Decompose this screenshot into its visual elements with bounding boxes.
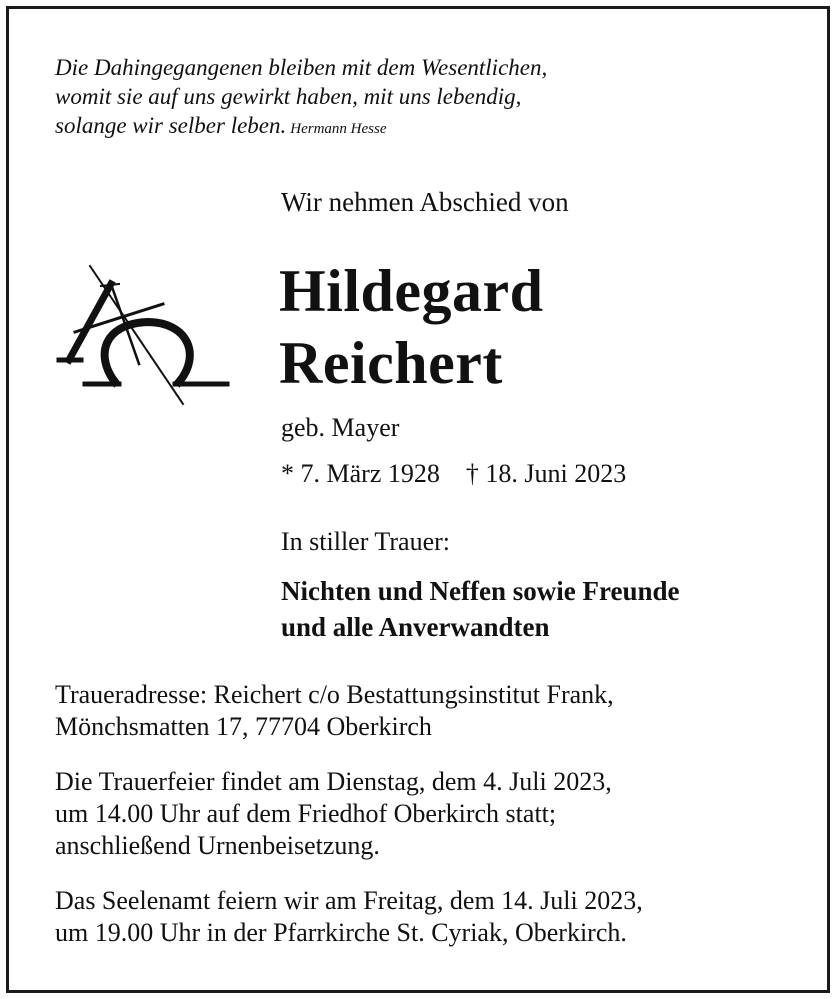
funeral-line: um 14.00 Uhr auf dem Friedhof Oberkirch statt; (55, 799, 557, 828)
mourners (281, 573, 680, 645)
first-name: Hildegard (279, 258, 544, 324)
alpha-omega-icon (55, 264, 235, 414)
quote-line: solange wir selber leben. (55, 113, 287, 138)
death-date: † 18. Juni 2023 (465, 459, 627, 488)
mourners-line: Nichten und Neffen sowie Freunde (281, 576, 680, 606)
requiem-line: Das Seelenamt feiern wir am Freitag, dem 14. Juli 2023, (55, 886, 643, 915)
quote-line: womit sie auf uns gewirkt haben, mit uns lebendig, (55, 84, 522, 109)
address-line: Mönchsmatten 17, 77704 Oberkirch (55, 712, 432, 741)
funeral-line: Die Trauerfeier findet am Dienstag, dem 4. Juli 2023, (55, 767, 612, 796)
quote-line: Die Dahingegangenen bleiben mit dem Wesentlichen, (55, 55, 548, 80)
birth-date: * 7. März 1928 (281, 459, 440, 488)
farewell-intro: Wir nehmen Abschied von (281, 187, 569, 217)
funeral-notice (55, 766, 815, 862)
obituary-frame (6, 6, 830, 993)
requiem-line: um 19.00 Uhr in der Pfarrkirche St. Cyriak, Oberkirch. (55, 918, 627, 947)
funeral-line: anschließend Urnenbeisetzung. (55, 831, 380, 860)
mourning-label: In stiller Trauer: (281, 527, 450, 556)
address-line: Traueradresse: Reichert c/o Bestattungsinstitut Frank, (55, 680, 614, 709)
deceased-name (279, 255, 544, 399)
quote-author: Hermann Hesse (290, 121, 387, 137)
quote-line-last (55, 111, 795, 144)
last-name: Reichert (279, 330, 503, 396)
hesse-quote (55, 53, 795, 144)
mourning-address (55, 679, 815, 743)
life-dates (281, 457, 626, 491)
birth-name: geb. Mayer (281, 413, 400, 442)
requiem-notice (55, 885, 815, 949)
mourners-line: und alle Anverwandten (281, 612, 550, 642)
